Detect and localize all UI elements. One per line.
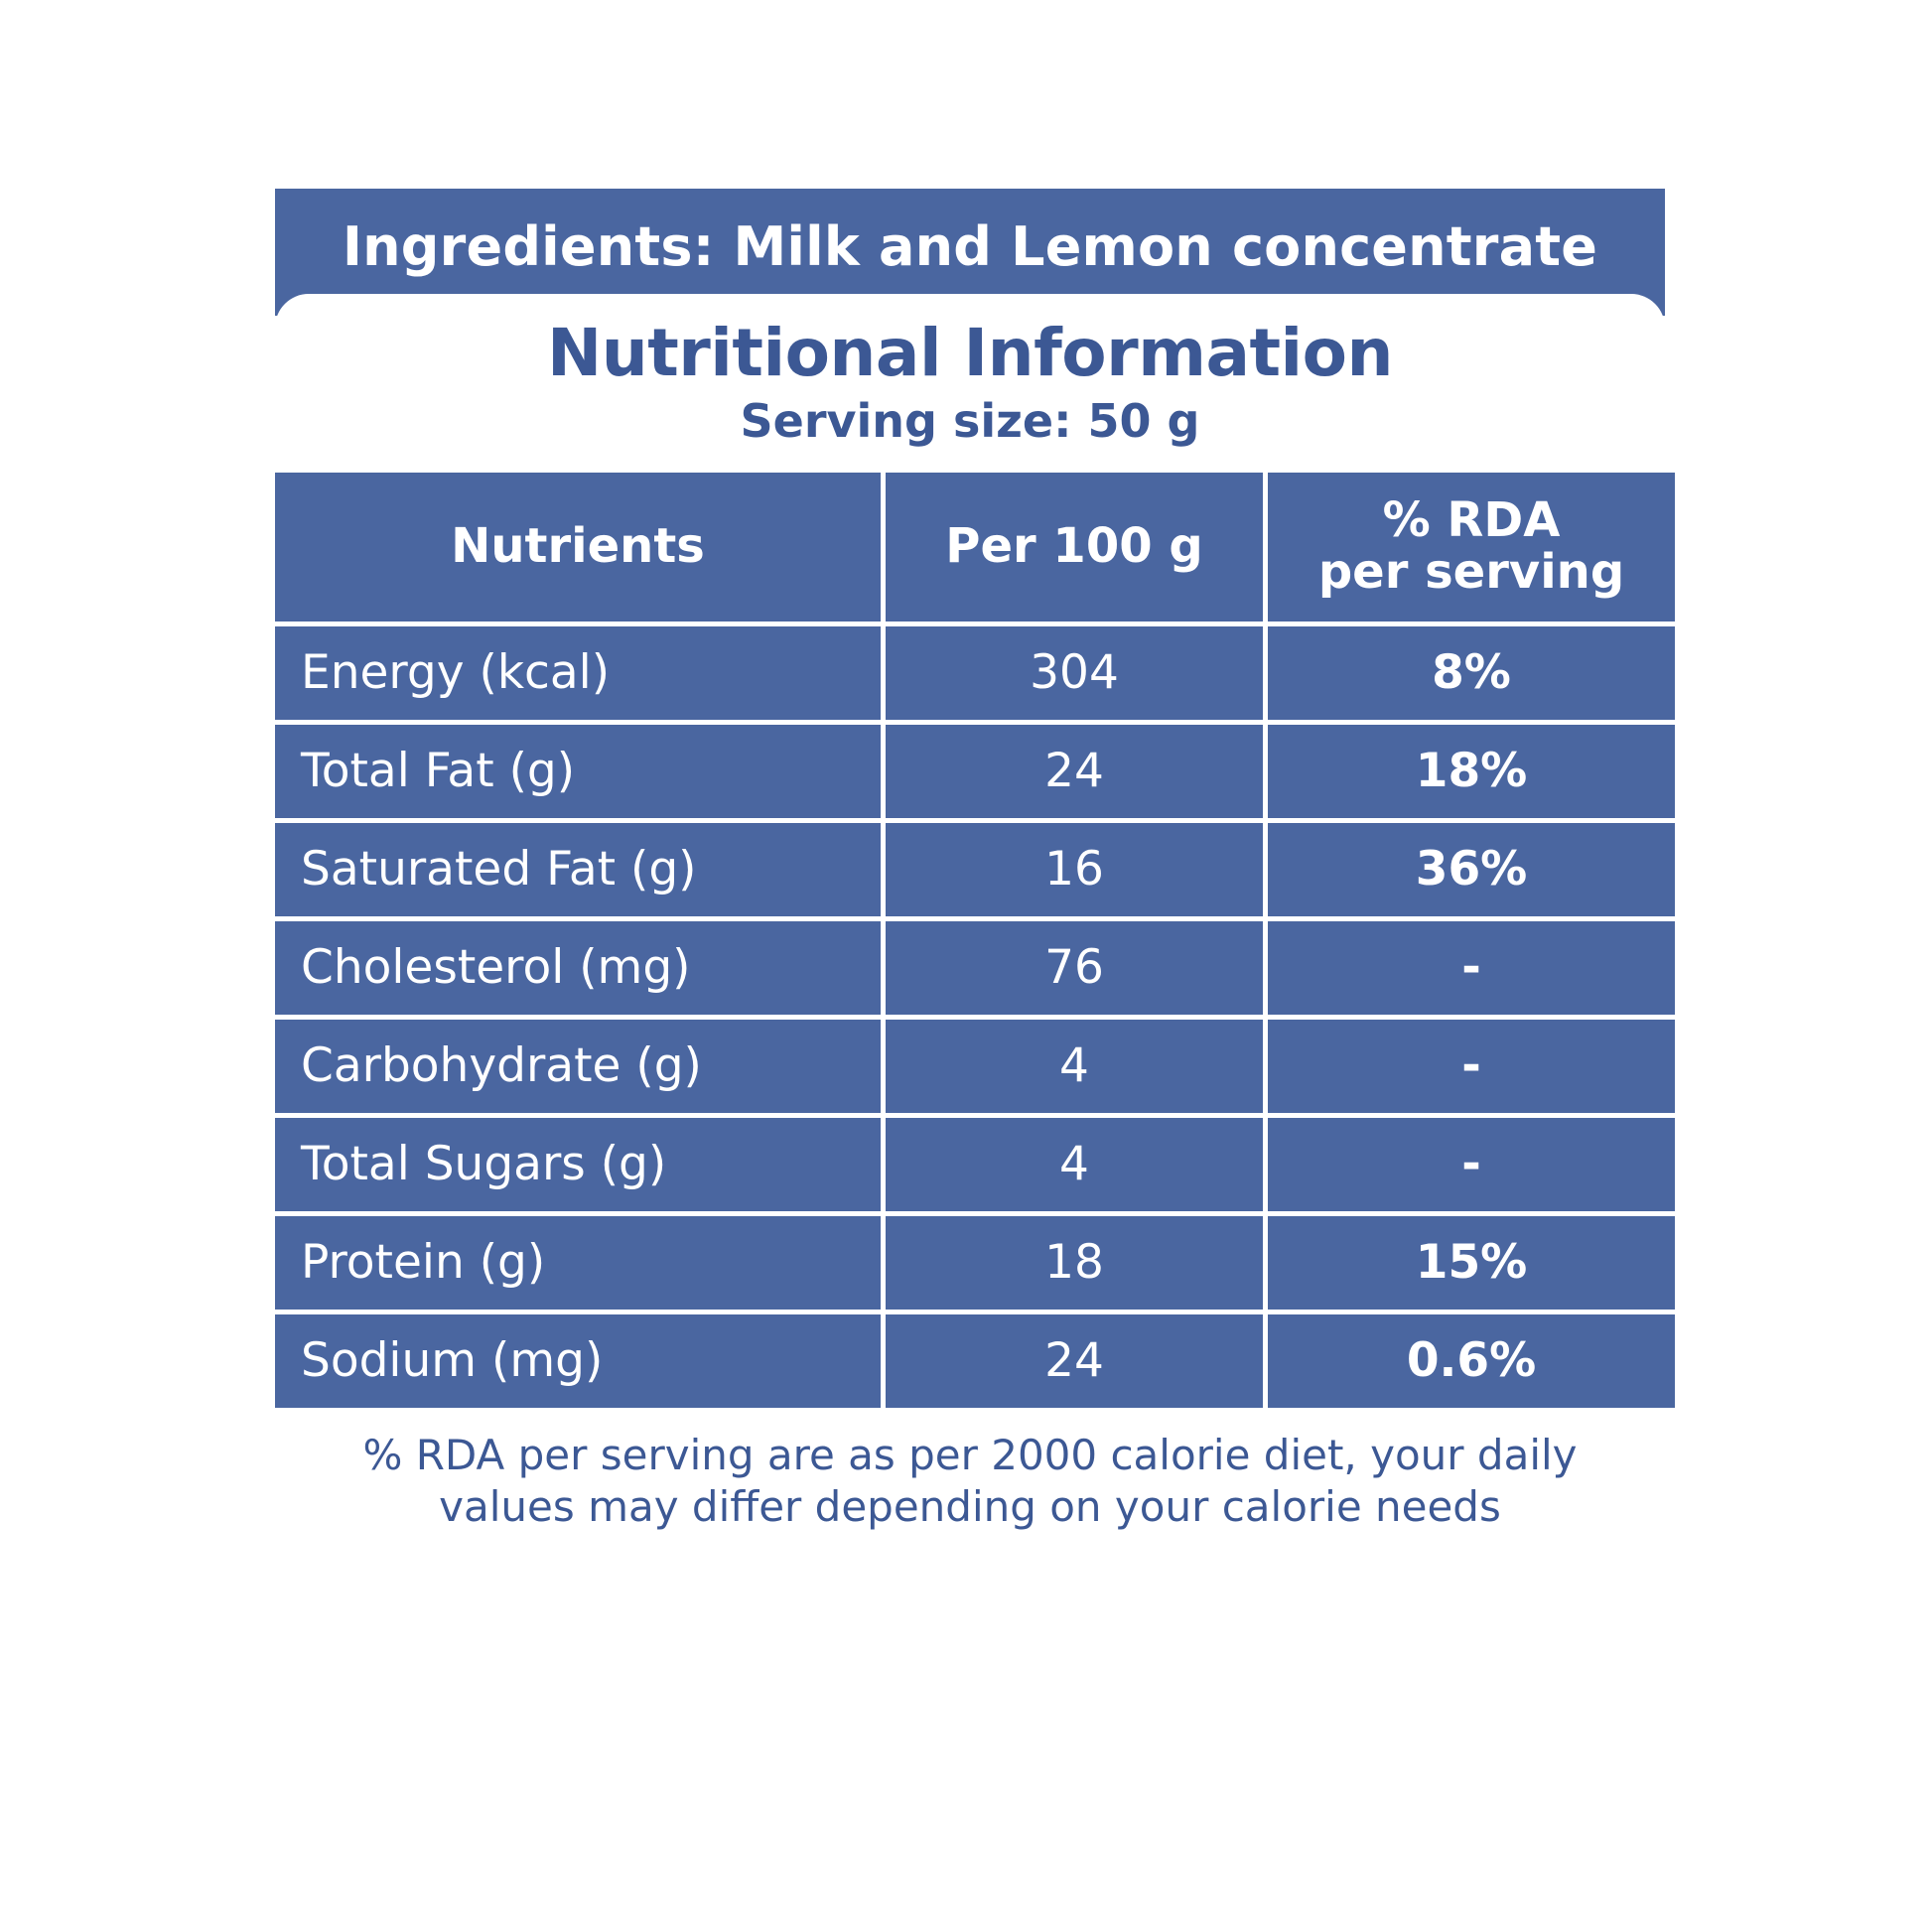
- row-nutrient-cell: [275, 1113, 881, 1211]
- row-per100-cell: [881, 1211, 1263, 1310]
- table-header-rda-line1: % RDA: [1382, 492, 1561, 549]
- row-rda-cell: [1263, 818, 1675, 916]
- table-row: [275, 720, 1675, 818]
- nutrient-name: Cholesterol (mg): [301, 940, 691, 996]
- table-body: [275, 621, 1675, 1408]
- nutrient-name: Total Fat (g): [301, 744, 576, 799]
- row-nutrient-cell: [275, 818, 881, 916]
- row-rda-cell: [1263, 916, 1675, 1015]
- table-header-nutrients-label: Nutrients: [451, 517, 705, 574]
- nutrient-per-100g: 24: [1044, 1333, 1104, 1389]
- nutrient-name: Energy (kcal): [301, 645, 611, 701]
- row-rda-cell: [1263, 1310, 1675, 1408]
- nutrition-card: [275, 294, 1665, 449]
- nutrient-per-100g: 76: [1044, 940, 1104, 996]
- table-row: [275, 1113, 1675, 1211]
- table-row: [275, 818, 1675, 916]
- row-nutrient-cell: [275, 916, 881, 1015]
- row-per100-cell: [881, 621, 1263, 720]
- table-row: [275, 916, 1675, 1015]
- nutrient-rda: 8%: [1432, 645, 1511, 701]
- row-rda-cell: [1263, 621, 1675, 720]
- row-rda-cell: [1263, 720, 1675, 818]
- nutrition-label-panel: [275, 189, 1665, 1534]
- nutrient-rda: -: [1461, 1038, 1481, 1094]
- row-per100-cell: [881, 818, 1263, 916]
- row-per100-cell: [881, 1113, 1263, 1211]
- nutrient-rda: 0.6%: [1406, 1333, 1537, 1389]
- row-nutrient-cell: [275, 1310, 881, 1408]
- rda-footnote: % RDA per serving are as per 2000 calorie diet, your daily values may differ depending on your calorie needs: [362, 1430, 1578, 1532]
- table-header-rda: [1263, 473, 1675, 621]
- row-per100-cell: [881, 916, 1263, 1015]
- table-header-rda-line2: per serving: [1317, 543, 1625, 600]
- nutrient-rda: -: [1461, 1137, 1481, 1192]
- nutrient-name: Carbohydrate (g): [301, 1038, 702, 1094]
- nutrition-table: [275, 473, 1675, 1408]
- row-nutrient-cell: [275, 621, 881, 720]
- ingredients-text: Ingredients: Milk and Lemon concentrate: [342, 215, 1598, 278]
- table-row: [275, 621, 1675, 720]
- row-per100-cell: [881, 1015, 1263, 1113]
- row-per100-cell: [881, 720, 1263, 818]
- row-per100-cell: [881, 1310, 1263, 1408]
- table-row: [275, 1015, 1675, 1113]
- nutrient-per-100g: 16: [1044, 842, 1104, 897]
- nutrient-name: Protein (g): [301, 1235, 546, 1291]
- nutrient-name: Total Sugars (g): [301, 1137, 667, 1192]
- table-row: [275, 1211, 1675, 1310]
- nutrient-per-100g: 18: [1044, 1235, 1104, 1291]
- nutrient-rda: 18%: [1415, 744, 1528, 799]
- table-header: [275, 473, 1675, 621]
- row-rda-cell: [1263, 1015, 1675, 1113]
- row-nutrient-cell: [275, 1015, 881, 1113]
- page-title: Nutritional Information: [546, 315, 1394, 392]
- nutrient-name: Saturated Fat (g): [301, 842, 697, 897]
- nutrient-per-100g: 4: [1059, 1137, 1089, 1192]
- row-rda-cell: [1263, 1113, 1675, 1211]
- row-rda-cell: [1263, 1211, 1675, 1310]
- nutrient-per-100g: 304: [1030, 645, 1119, 701]
- nutrient-per-100g: 4: [1059, 1038, 1089, 1094]
- nutrient-name: Sodium (mg): [301, 1333, 604, 1389]
- table-row: [275, 1310, 1675, 1408]
- table-header-nutrients: [275, 473, 881, 621]
- table-header-rda-label: [1268, 473, 1675, 621]
- table-header-row: [275, 473, 1675, 621]
- serving-size-text: Serving size: 50 g: [740, 393, 1200, 448]
- row-nutrient-cell: [275, 1211, 881, 1310]
- nutrient-rda: 36%: [1415, 842, 1528, 897]
- nutrient-rda: -: [1461, 940, 1481, 996]
- nutrient-per-100g: 24: [1044, 744, 1104, 799]
- table-header-per-100g-label: Per 100 g: [945, 517, 1203, 574]
- row-nutrient-cell: [275, 720, 881, 818]
- nutrient-rda: 15%: [1415, 1235, 1528, 1291]
- table-header-per-100g: [881, 473, 1263, 621]
